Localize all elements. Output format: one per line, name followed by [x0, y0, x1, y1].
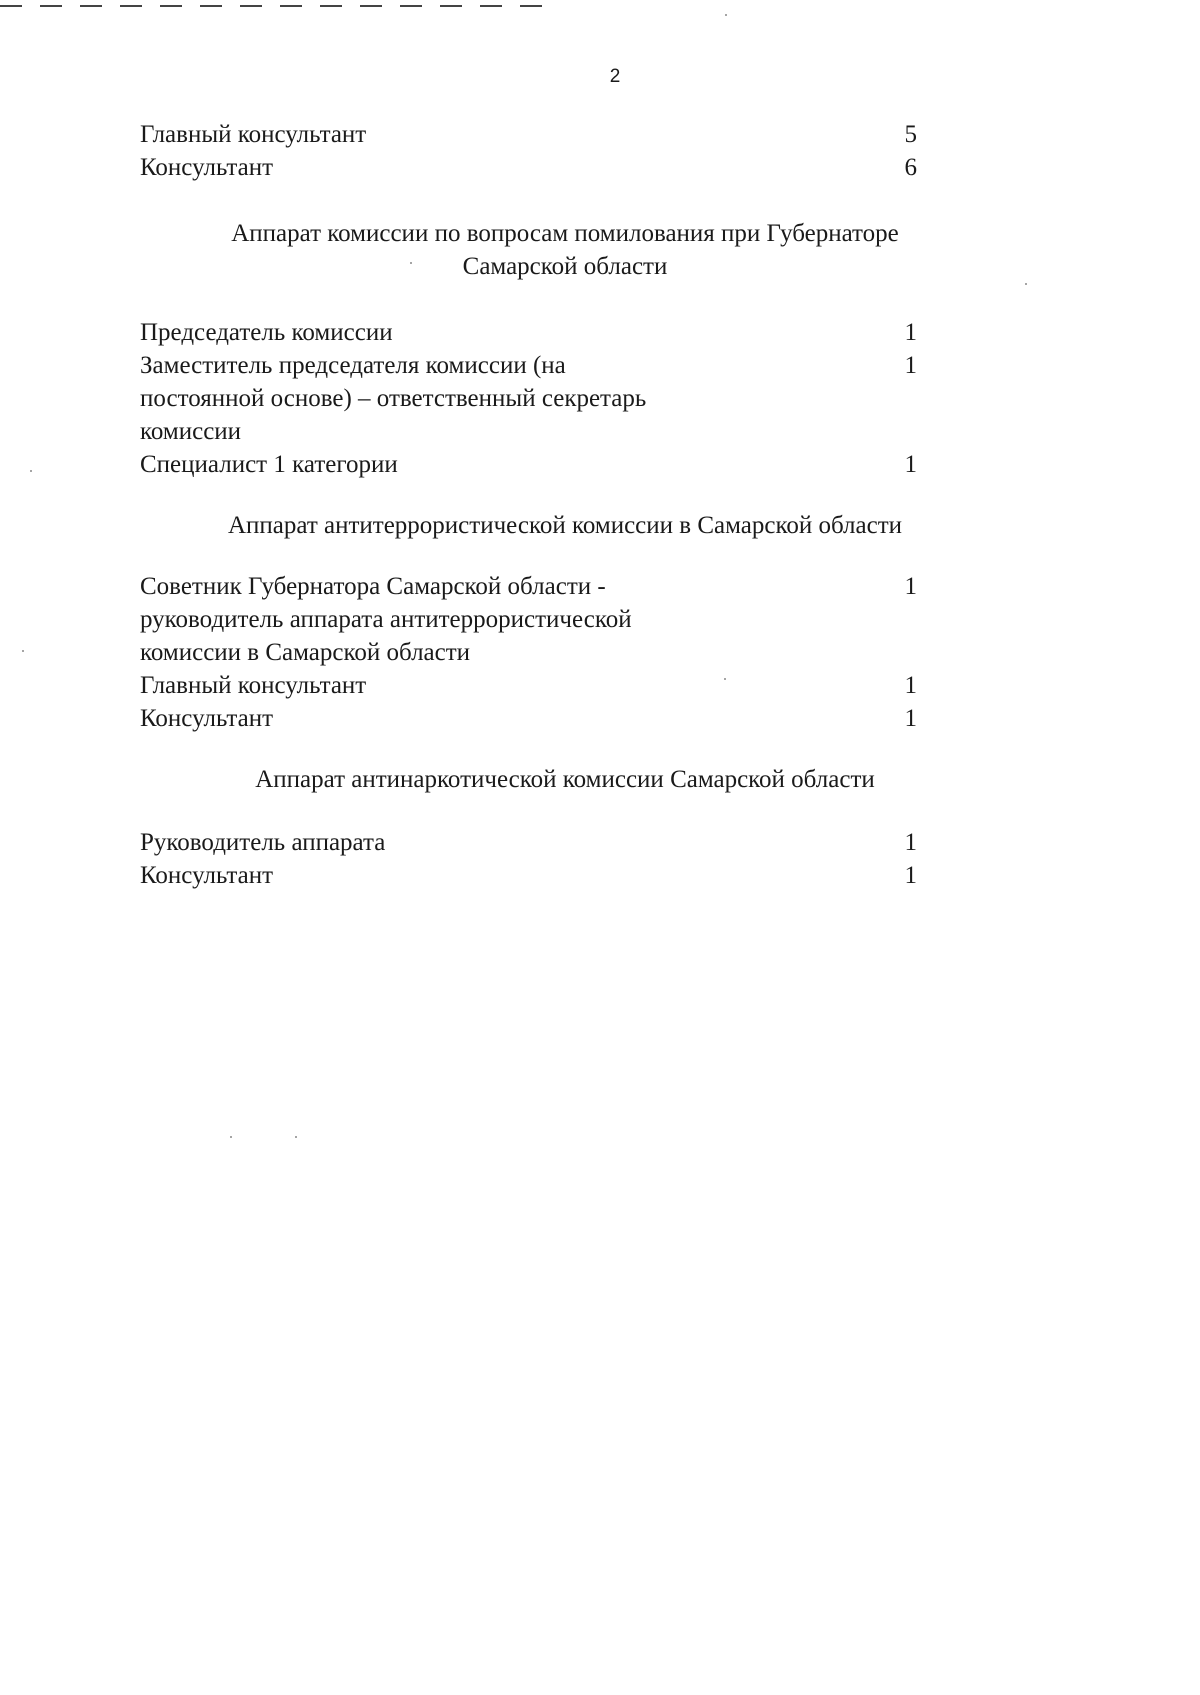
position-title-line: Советник Губернатора Самарской области - [140, 573, 606, 600]
position-title-line: комиссии в Самарской области [140, 639, 471, 666]
heading-line: Аппарат комиссии по вопросам помилования при Губернаторе [231, 220, 899, 247]
position-title [140, 349, 760, 448]
heading-line: Аппарат антинаркотической комиссии Самарской области [255, 766, 875, 793]
staff-row [140, 859, 1000, 892]
position-title [140, 570, 760, 669]
staff-row [140, 669, 1000, 702]
position-title [140, 669, 760, 702]
page-number: 2 [609, 66, 621, 87]
scan-speck [1025, 283, 1027, 285]
position-title-line: постоянной основе) – ответственный секретарь [140, 385, 647, 412]
position-title [140, 448, 760, 481]
position-count: 1 [904, 705, 917, 732]
scan-speck [30, 470, 32, 472]
document-body [140, 118, 1000, 892]
position-count: 1 [904, 352, 917, 379]
section-heading-antiterror-commission [135, 509, 995, 542]
position-title-line: Председатель комиссии [140, 319, 393, 346]
position-count: 5 [904, 121, 917, 148]
position-count: 6 [904, 154, 917, 181]
scan-speck [295, 1136, 297, 1138]
position-count: 1 [904, 862, 917, 889]
position-title-line: Руководитель аппарата [140, 829, 386, 856]
position-title-line: руководитель аппарата антитеррористической [140, 606, 632, 633]
position-count: 1 [904, 319, 917, 346]
section-heading-antidrug-commission [135, 763, 995, 796]
position-title-line: Заместитель председателя комиссии (на [140, 352, 566, 379]
position-count: 1 [904, 573, 917, 600]
position-count: 1 [904, 829, 917, 856]
position-title [140, 316, 760, 349]
heading-line: Самарской области [462, 253, 668, 280]
position-title: Главный консультант [140, 121, 367, 148]
position-title-line: Консультант [140, 862, 274, 889]
scan-speck [22, 650, 24, 652]
position-count: 1 [904, 451, 917, 478]
staff-row [140, 448, 1000, 481]
scan-speck [230, 1136, 232, 1138]
position-title-line: комиссии [140, 418, 242, 445]
scan-speck [410, 262, 412, 264]
scan-speck [725, 14, 727, 16]
staff-row [140, 570, 1000, 669]
position-title: Консультант [140, 154, 274, 181]
position-title-line: Консультант [140, 705, 274, 732]
position-title [140, 859, 760, 892]
section-heading-pardon-commission [135, 217, 995, 283]
position-title [140, 826, 760, 859]
position-title [140, 702, 760, 735]
scan-speck [724, 678, 726, 680]
staff-row [140, 349, 1000, 448]
staff-row [140, 826, 1000, 859]
heading-line: Аппарат антитеррористической комиссии в Самарской области [227, 512, 903, 539]
staff-row [140, 702, 1000, 735]
top-dashed-rule [0, 0, 560, 10]
staff-row [140, 316, 1000, 349]
intro-row [140, 118, 1000, 151]
position-count: 1 [904, 672, 917, 699]
intro-row [140, 151, 1000, 184]
position-title-line: Главный консультант [140, 672, 367, 699]
position-title-line: Специалист 1 категории [140, 451, 398, 478]
